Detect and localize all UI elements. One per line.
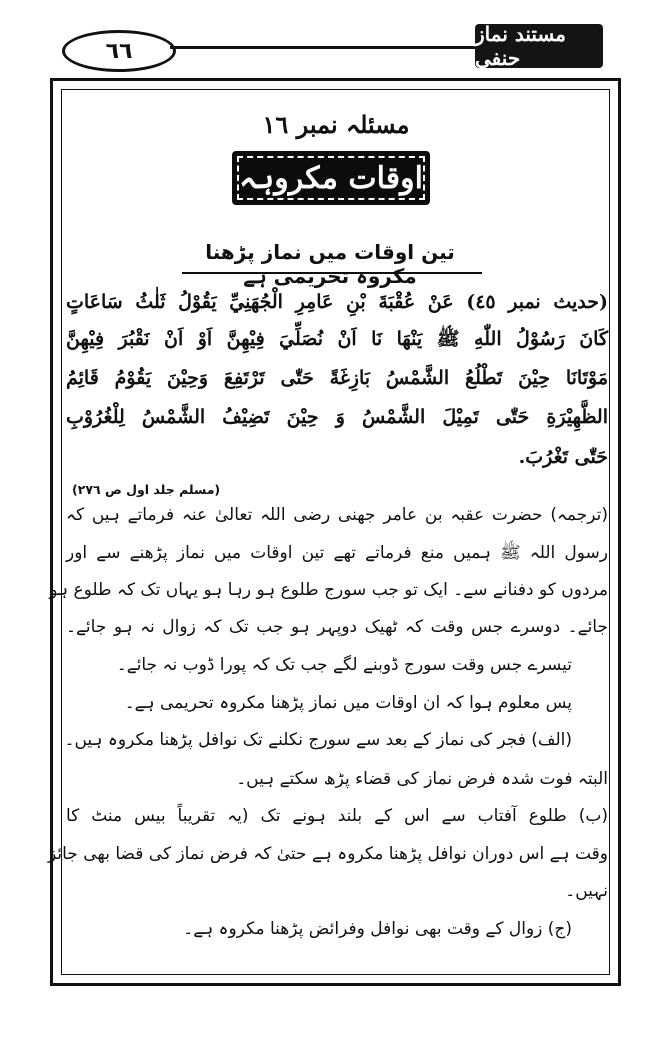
hadith-reference: (مسلم جلد اول ص ٢٧٦) [72,482,221,497]
translation-line: (ب) طلوع آفتاب سے اس کے بلند ہونے تک (یہ تقریباً بیس منٹ کا [66,806,608,826]
hadith-line: (حدیث نمبر ٤٥) عَنْ عُقْبَةَ بْنِ عَامِرِ الْجُهَنِيِّ يَقُوْلُ ثَلٰثُ سَاعَاتٍ [66,291,608,313]
translation-line: نہیں۔ [565,881,608,901]
hadith-line: حَتّٰى تَغْرُبَ. [518,446,608,468]
translation-line: (الف) فجر کی نماز کے بعد سے سورج نکلنے تک نوافل پڑھنا مکروہ ہیں۔ [64,730,572,750]
translation-line: (ترجمہ) حضرت عقبہ بن عامر جھنی رضی اللہ تعالیٰ عنہ فرماتے ہیں کہ [66,505,608,525]
subheading-underline [182,272,482,274]
hadith-line: كَانَ رَسُوْلُ اللّٰهِ ﷺ يَنْهَا نَا اَنْ نُصَلِّيَ فِيْهِنَّ اَوْ اَنْ نَقْبُرَ فِيْهِنَّ [66,328,608,350]
translation-line: جائے۔ دوسرے جس وقت کہ ٹھیک دوپہر ہو جب تک کہ زوال نہ ہو جائے۔ [66,617,608,637]
translation-line: (ج) زوال کے وقت بھی نوافل وفرائض پڑھنا مکروہ ہے۔ [183,919,572,939]
translation-line: تیسرے جس وقت سورج ڈوبنے لگے جب تک کہ پورا ڈوب نہ جائے۔ [116,655,572,675]
topic-title-text: اوقات مکروہہ [239,160,423,196]
topic-title [232,151,430,205]
subheading: تین اوقات میں نماز پڑھنا مکروہ تحریمی ہے [205,240,455,288]
translation-line: مردوں کو دفنانے سے۔ ایک تو جب سورج طلوع ہو رہا ہو یہاں تک کہ طلوع ہو [49,580,608,600]
page-number: ٦٦ [62,30,176,72]
masala-heading: مسئلہ نمبر ١٦ [262,110,410,139]
header-rule [170,46,475,49]
translation-line: پس معلوم ہوا کہ ان اوقات میں نماز پڑھنا مکروہ تحریمی ہے۔ [124,693,572,713]
hadith-line: مَوْتَانَا حِيْنَ تَطْلُعُ الشَّمْسُ بَازِغَةً حَتّٰى تَرْتَفِعَ وَحِيْنَ يَقُوْمُ قَائِمُ [66,367,608,389]
hadith-line: الظَّهِيْرَةِ حَتّٰى تَمِيْلَ الشَّمْسُ وَ حِيْنَ تَضِيْفُ الشَّمْسُ لِلْغُرُوْبِ [66,406,608,428]
book-title: مستند نماز حنفی [475,24,603,68]
translation-line: البتہ فوت شدہ فرض نماز کی قضاء پڑھ سکتے ہیں۔ [236,769,608,789]
translation-line: وقت ہے اس دوران نوافل پڑھنا مکروہ ہے حتیٰ کہ فرض نماز کی قضا بھی جائز [48,844,608,864]
translation-line: رسول اللہ ﷺ ہمیں منع فرماتے تھے تین اوقات میں نماز پڑھنے سے اور [66,543,608,563]
